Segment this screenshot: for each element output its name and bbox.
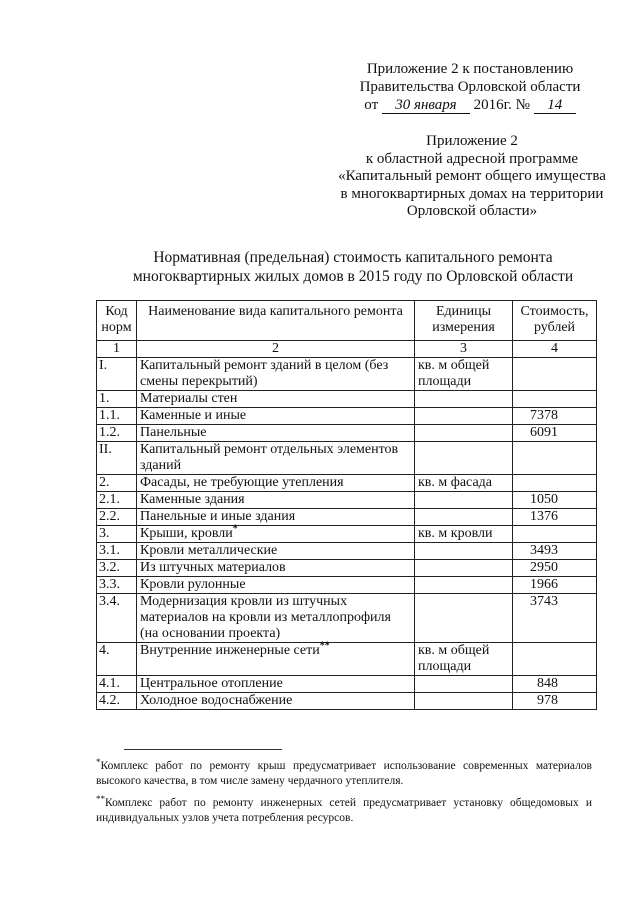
row-cost-text: 2950 xyxy=(530,560,558,575)
table-row xyxy=(97,676,597,693)
row-name-text: Внутренние инженерные сети xyxy=(140,643,320,658)
row-cost-text: 7378 xyxy=(530,408,558,423)
row-code-text: 4.2. xyxy=(99,693,120,708)
row-unit xyxy=(415,577,513,594)
row-code-text: 4. xyxy=(99,643,110,658)
row-code-text: 3.4. xyxy=(99,594,120,609)
table-row xyxy=(97,358,597,391)
document-title xyxy=(110,248,596,286)
decree-date-line xyxy=(330,96,610,114)
row-unit xyxy=(415,408,513,425)
row-code-text: I. xyxy=(99,358,108,373)
row-unit-text: кв. м кровли xyxy=(418,526,493,541)
government-line: Правительства Орловской области xyxy=(359,79,581,95)
row-cost xyxy=(513,358,597,391)
row-name xyxy=(137,640,415,676)
row-name-text: Фасады, не требующие утепления xyxy=(140,475,344,490)
row-unit xyxy=(415,643,513,676)
row-cost-text: 6091 xyxy=(530,425,558,440)
footnote-reference: ** xyxy=(319,640,330,652)
row-name xyxy=(137,693,415,710)
row-code-text: 3.3. xyxy=(99,577,120,592)
program-appendix-line: к областной адресной программе xyxy=(365,150,579,167)
row-code-text: 1.1. xyxy=(99,408,120,423)
row-cost-text: 1376 xyxy=(530,509,558,524)
row-code xyxy=(97,676,137,693)
row-unit xyxy=(415,693,513,710)
row-name-text: Капитальный ремонт отдельных элементов зданий xyxy=(140,442,399,473)
row-name xyxy=(137,594,415,643)
row-name xyxy=(137,543,415,560)
row-name xyxy=(137,358,415,391)
row-name xyxy=(137,425,415,442)
footnote-mark: ** xyxy=(96,794,105,804)
row-unit xyxy=(415,509,513,526)
table-row xyxy=(97,577,597,594)
title-line: многоквартирных жилых домов в 2015 году по Орловской области xyxy=(132,268,574,285)
row-cost xyxy=(513,577,597,594)
footnote xyxy=(96,755,592,789)
program-appendix-line: в многоквартирных домах на территории xyxy=(340,185,604,202)
row-name-text: Крыши, кровли xyxy=(140,526,233,541)
row-name xyxy=(137,577,415,594)
row-cost xyxy=(513,509,597,526)
row-name-text: Материалы стен xyxy=(140,391,238,406)
row-cost xyxy=(513,693,597,710)
row-cost-text: 848 xyxy=(537,676,558,691)
row-name-text: Модернизация кровли из штучных материалов на кровли из металлопрофиля (на основании проекта) xyxy=(140,594,391,641)
column-number: 1 xyxy=(97,341,137,358)
row-unit-text: кв. м общей площади xyxy=(418,643,490,674)
row-unit xyxy=(415,358,513,391)
table-row xyxy=(97,526,597,543)
column-number: 2 xyxy=(137,341,415,358)
table-row xyxy=(97,560,597,577)
table-row xyxy=(97,509,597,526)
row-code xyxy=(97,408,137,425)
row-cost xyxy=(513,643,597,676)
row-code-text: 2. xyxy=(99,475,110,490)
column-number: 3 xyxy=(415,341,513,358)
handwritten-number: 14 xyxy=(534,97,576,114)
row-cost-text: 1966 xyxy=(530,577,558,592)
row-cost-text: 1050 xyxy=(530,492,558,507)
row-code-text: 2.1. xyxy=(99,492,120,507)
table-row xyxy=(97,425,597,442)
footnote-text: Комплекс работ по ремонту инженерных сетей предусматривает установку общедомовых и индивидуальных узлов учета потребления ресурсов. xyxy=(96,797,592,824)
row-cost xyxy=(513,408,597,425)
row-name xyxy=(137,560,415,577)
row-cost xyxy=(513,594,597,643)
appendix-line: Приложение 2 к постановлению xyxy=(366,61,574,77)
row-code-text: 3. xyxy=(99,526,110,541)
table-row xyxy=(97,643,597,676)
row-code xyxy=(97,577,137,594)
column-number: 4 xyxy=(513,341,597,358)
header-code: Код норм xyxy=(97,301,137,341)
row-code xyxy=(97,560,137,577)
row-cost xyxy=(513,676,597,693)
row-code xyxy=(97,693,137,710)
header-unit: Единицы измерения xyxy=(415,301,513,341)
row-unit xyxy=(415,425,513,442)
cost-table xyxy=(96,300,597,710)
row-code xyxy=(97,358,137,391)
row-cost xyxy=(513,475,597,492)
row-name-text: Каменные здания xyxy=(140,492,245,507)
row-name xyxy=(137,475,415,492)
table-row xyxy=(97,442,597,475)
row-code-text: 1. xyxy=(99,391,110,406)
row-name xyxy=(137,391,415,408)
row-code xyxy=(97,492,137,509)
row-code-text: 3.1. xyxy=(99,543,120,558)
row-name-text: Каменные и иные xyxy=(140,408,247,423)
row-name-text: Из штучных материалов xyxy=(140,560,286,575)
row-cost xyxy=(513,391,597,408)
row-unit xyxy=(415,676,513,693)
row-code xyxy=(97,509,137,526)
footnote xyxy=(96,792,592,826)
table-body xyxy=(97,358,597,710)
row-name xyxy=(137,509,415,526)
row-name-text: Панельные xyxy=(140,425,207,440)
row-unit xyxy=(415,560,513,577)
row-name xyxy=(137,408,415,425)
row-name xyxy=(137,442,415,475)
footnote-text: Комплекс работ по ремонту крыш предусматривает использование современных материалов высокого качества, в том числе замену чердачного утеплителя. xyxy=(96,760,592,787)
row-unit xyxy=(415,475,513,492)
row-cost xyxy=(513,442,597,475)
table-row xyxy=(97,543,597,560)
footnote-reference: * xyxy=(232,523,238,535)
row-code xyxy=(97,475,137,492)
row-name-text: Панельные и иные здания xyxy=(140,509,296,524)
title-line: Нормативная (предельная) стоимость капитального ремонта xyxy=(153,249,553,266)
row-name-text: Кровли металлические xyxy=(140,543,278,558)
decree-year-label: 2016г. № xyxy=(473,97,530,113)
footnotes xyxy=(96,755,592,826)
column-number-row xyxy=(97,341,597,358)
row-cost-text: 3493 xyxy=(530,543,558,558)
table-row xyxy=(97,594,597,643)
row-code xyxy=(97,543,137,560)
program-appendix-block xyxy=(312,133,632,221)
row-name-text: Центральное отопление xyxy=(140,676,283,691)
row-cost xyxy=(513,492,597,509)
row-unit xyxy=(415,391,513,408)
row-unit xyxy=(415,526,513,543)
decree-from-label: от xyxy=(364,97,379,113)
row-cost xyxy=(513,526,597,543)
table-row xyxy=(97,475,597,492)
row-unit xyxy=(415,442,513,475)
table-row xyxy=(97,408,597,425)
row-unit xyxy=(415,594,513,643)
row-name xyxy=(137,492,415,509)
footnote-divider xyxy=(124,749,282,750)
program-appendix-line: Орловской области» xyxy=(406,203,538,219)
row-code-text: 1.2. xyxy=(99,425,120,440)
row-cost xyxy=(513,425,597,442)
header-name: Наименование вида капитального ремонта xyxy=(137,301,415,341)
row-cost-text: 3743 xyxy=(530,594,558,609)
handwritten-date: 30 января xyxy=(382,97,470,114)
row-cost-text: 978 xyxy=(537,693,558,708)
row-code xyxy=(97,643,137,676)
row-code xyxy=(97,594,137,643)
row-code-text: 4.1. xyxy=(99,676,120,691)
footnote-mark: * xyxy=(96,757,101,767)
table-header-row xyxy=(97,301,597,341)
row-unit-text: кв. м общей площади xyxy=(418,358,490,389)
decree-appendix-block xyxy=(330,60,610,114)
row-cost xyxy=(513,543,597,560)
table-row xyxy=(97,391,597,408)
row-unit-text: кв. м фасада xyxy=(418,475,492,490)
row-code xyxy=(97,442,137,475)
row-name xyxy=(137,676,415,693)
row-code-text: 2.2. xyxy=(99,509,120,524)
row-code-text: II. xyxy=(99,442,112,457)
row-name-text: Кровли рулонные xyxy=(140,577,246,592)
row-code xyxy=(97,391,137,408)
header-cost: Стоимость, рублей xyxy=(513,301,597,341)
program-appendix-line: Приложение 2 xyxy=(426,133,518,149)
row-code xyxy=(97,425,137,442)
row-unit xyxy=(415,543,513,560)
row-code xyxy=(97,526,137,543)
row-cost xyxy=(513,560,597,577)
table-row xyxy=(97,492,597,509)
program-appendix-line: «Капитальный ремонт общего имущества xyxy=(338,168,606,184)
row-code-text: 3.2. xyxy=(99,560,120,575)
row-unit xyxy=(415,492,513,509)
row-name xyxy=(137,523,415,543)
row-name-text: Капитальный ремонт зданий в целом (без смены перекрытий) xyxy=(140,358,389,389)
table-row xyxy=(97,693,597,710)
row-name-text: Холодное водоснабжение xyxy=(140,693,293,708)
